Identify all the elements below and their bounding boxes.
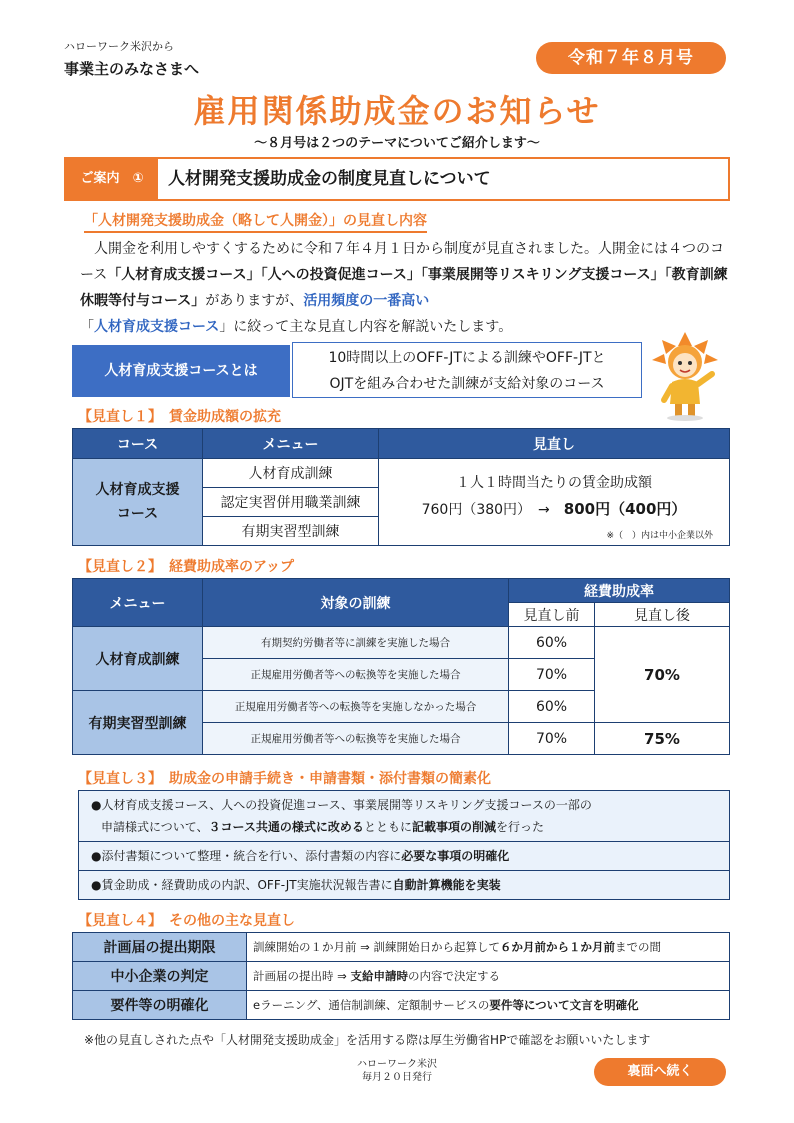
intro-text: 人開金を利用しやすくするために令和７年４月１日から制度が見直されました。人開金には４つのコース [80,241,724,283]
row-label: 計画届の提出期限 [73,933,247,962]
guide-tag: ご案内 ① [66,159,158,199]
column-header-target: 対象の訓練 [203,579,509,627]
item-text: 申請様式について、 [101,820,209,834]
target-cell: 正規雇用労働者等への転換等を実施した場合 [203,659,509,691]
rate-after-merged: 70% [595,627,730,723]
office-name: ハローワーク米沢 [357,1059,437,1070]
menu-cell: 人材育成訓練 [73,627,203,691]
menu-cell: 人材育成訓練 [203,459,379,488]
wage-after: 800円（400円） [563,499,687,518]
revision1-heading: 【見直し１】 賃金助成額の拡充 [78,409,281,425]
intro-text: 」に絞って主な見直し内容を解説いたします。 [219,319,513,335]
page-title: 雇用関係助成金のお知らせ [193,92,601,130]
revision4-table [72,932,730,1020]
menu-cell: 有期実習型訓練 [203,517,379,546]
intro-text: 「 [80,319,94,335]
item-emphasis: 自動計算機能を実装 [392,878,501,892]
target-cell: 正規雇用労働者等への転換等を実施しなかった場合 [203,691,509,723]
revision4-heading: 【見直し４】 その他の主な見直し [78,913,295,929]
course-name-line: 人材育成支援 [95,482,180,498]
rate-before-cell: 70% [509,723,595,755]
guide-banner [64,157,730,201]
revision2-heading: 【見直し２】 経費助成率のアップ [78,559,295,575]
item-text: とともに [363,820,412,834]
item-text: ●添付書類について整理・統合を行い、添付書類の内容に [91,849,402,863]
column-header-before: 見直し前 [509,603,595,627]
publish-schedule: 毎月２０日発行 [362,1072,432,1083]
menu-cell: 有期実習型訓練 [73,691,203,755]
row-label: 要件等の明確化 [73,991,247,1020]
course-label: 人材育成支援コースとは [72,345,290,397]
menu-cell: 認定実習併用職業訓練 [203,488,379,517]
intro-courses: 「人材育成支援コース」「人への投資促進コース」「事業展開等リスキリング支援コース」「教育訓練休暇等付与コース」 [80,267,728,309]
footnote: ※他の見直しされた点や「人材開発支援助成金」を活用する際は厚生労働省HPで確認をお願いいたします [84,1033,651,1047]
wage-note: ※（ ）内は中小企業以外 [606,531,713,541]
mascot-illustration [648,330,722,422]
revision3-heading: 【見直し３】 助成金の申請手続き・申請書類・添付書類の簡素化 [78,771,491,787]
row-text [247,991,730,1020]
simplification-list [78,790,730,900]
column-header-after: 見直し後 [595,603,730,627]
item-emphasis: 必要な事項の明確化 [401,849,510,863]
course-definition [292,342,642,398]
course-name-cell [73,459,203,546]
column-header-course: コース [73,429,203,459]
intro-paragraph [80,236,730,340]
course-definition-line: 10時間以上のOFF-JTによる訓練やOFF-JTと [328,350,606,366]
row-text-part: 訓練開始の１か月前 ⇒ 訓練開始日から起算して [253,940,500,954]
row-label: 中小企業の判定 [73,962,247,991]
wage-change [379,498,729,519]
row-text-part: までの間 [614,940,661,954]
guide-title: 人材開発支援助成金の制度見直しについて [168,169,491,189]
item-text: ●人材育成支援コース、人への投資促進コース、事業展開等リスキリング支援コースの一部の [91,798,592,812]
row-text-part: eラーニング、通信制訓練、定額制サービスの [253,998,490,1012]
wage-detail-title: １人１時間当たりの賃金助成額 [456,474,652,491]
row-text [247,962,730,991]
intro-course-name: 人材育成支援コース [94,319,220,335]
course-name-line: コース [116,506,159,522]
target-cell: 正規雇用労働者等への転換等を実施した場合 [203,723,509,755]
row-text-emphasis: 支給申請時 [350,969,408,983]
row-text-emphasis: 要件等について文言を明確化 [489,998,639,1012]
target-cell: 有期契約労働者等に訓練を実施した場合 [203,627,509,659]
arrow: → [538,501,550,518]
rate-before-cell: 70% [509,659,595,691]
section-heading: 「人材開発支援助成金（略して人開金）」の見直し内容 [84,210,427,233]
column-header-menu: メニュー [203,429,379,459]
row-text-part: 計画届の提出時 ⇒ [253,969,351,983]
rate-before-cell: 60% [509,627,595,659]
rate-before-cell: 60% [509,691,595,723]
issuer: ハローワーク米沢から [64,40,174,53]
row-text-part: の内容で決定する [407,969,500,983]
column-header-rate: 経費助成率 [509,579,730,603]
list-item [79,871,729,899]
list-item [79,842,729,871]
page-subtitle: ～８月号は２つのテーマについてご紹介します～ [254,136,540,151]
revision2-table [72,578,730,755]
rate-after-last: 75% [595,723,730,755]
issue-date-badge: 令和７年８月号 [536,42,726,74]
wage-before: 760円（380円） [421,501,525,518]
wage-detail-cell [379,459,730,546]
audience-label: 事業主のみなさまへ [64,60,200,78]
column-header-menu: メニュー [73,579,203,627]
item-text: を行った [495,820,544,834]
list-item [79,791,729,842]
item-emphasis: ３コース共通の様式に改める [208,820,364,834]
row-text-emphasis: ６か月前から１か月前 [499,940,615,954]
item-text: ●賃金助成・経費助成の内訳、OFF-JT実施状況報告書に [91,878,393,892]
row-text [247,933,730,962]
continue-on-back-badge: 裏面へ続く [594,1058,726,1086]
revision1-table [72,428,730,546]
intro-emphasis: 活用頻度の一番高い [303,293,430,309]
column-header-review: 見直し [379,429,730,459]
item-emphasis: 記載事項の削減 [411,820,496,834]
intro-text: がありますが、 [205,293,304,309]
course-definition-line: OJTを組み合わせた訓練が支給対象のコース [329,376,605,392]
